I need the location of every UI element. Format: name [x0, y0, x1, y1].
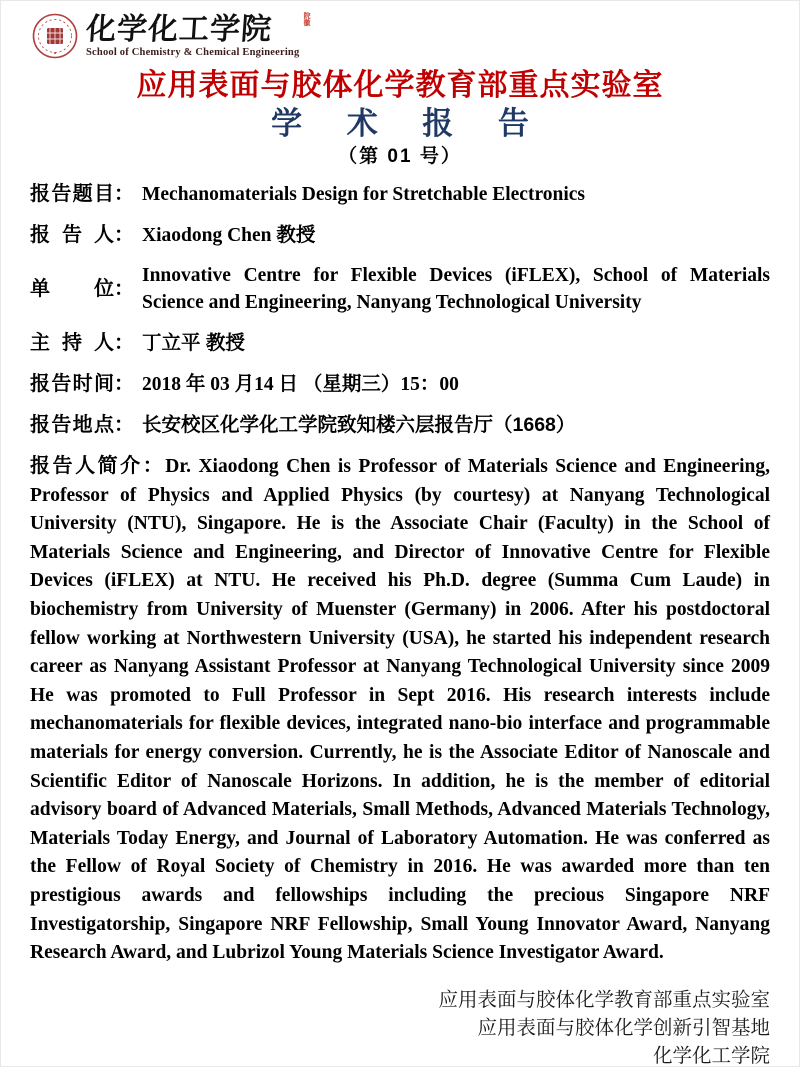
report-title: 学 术 报 告 [271, 106, 547, 141]
field-row-title [30, 180, 770, 208]
field-row-speaker [30, 221, 770, 249]
label-colon: ： [114, 278, 134, 300]
field-label-text: 主持人 [30, 332, 114, 354]
field-label-location [30, 411, 134, 439]
label-colon: ： [114, 414, 134, 436]
college-name-block [84, 12, 311, 58]
field-label-title [30, 180, 134, 208]
field-label-text: 报告时间 [30, 373, 114, 395]
label-colon: ： [114, 183, 134, 205]
logo-seal-mark: 院徽 [303, 12, 311, 27]
field-label-text: 报告题目 [30, 183, 114, 205]
field-label-text: 报告人 [30, 224, 114, 246]
lab-title: 应用表面与胶体化学教育部重点实验室 [136, 69, 664, 102]
field-row-affiliation [30, 262, 770, 316]
college-name-zh: 化学化工学院 [84, 12, 274, 46]
label-colon: ： [114, 224, 134, 246]
field-value-host: 丁立平 教授 [142, 331, 245, 354]
bio-text: Dr. Xiaodong Chen is Professor of Materials Science and Engineering, Professor of Physics and Applied Physics (by courtesy) at Nanyang Technological University (NTU), Singapore. He is the Associate Chair (Faculty) in the School of Materials Science and Engineering, and Director of Innovative Centre for Flexible Devices (iFLEX) at NTU. He received his Ph.D. degree (Summa Cum Laude) in biochemistry from University of Muenster (Germany) in 2006. After his postdoctoral fellow working at Northwestern University (USA), he started his independent research career as Nanyang Assistant Professor at Nanyang Technological University since 2009 He was promoted to Full Professor in Sept 2016. His research interests include mechanomaterials for flexible devices, integrated nano-bio interface and programmable materials for energy conversion. Currently, he is the Associate Editor of Nanoscale and Scientific Editor of Nanoscale Horizons. In addition, he is the member of editorial advisory board of Advanced Materials, Small Methods, Advanced Materials Technology, Materials Today Energy, and Journal of Laboratory Automation. He was conferred as the Fellow of Royal Society of Chemistry in 2016. He was awarded more than ten prestigious awards and fellowships including the precious Singapore NRF Investigatorship, Singapore NRF Fellowship, Small Young Innovator Award, Nanyang Research Award, and Lubrizol Young Materials Science Investigator Award. [30, 456, 770, 964]
college-logo [32, 8, 770, 64]
field-label-text: 单位 [30, 278, 114, 300]
field-value-speaker: Xiaodong Chen 教授 [142, 224, 316, 246]
field-label-time [30, 370, 134, 398]
college-name-en: School of Chemistry & Chemical Engineering [86, 46, 300, 58]
field-label-host [30, 329, 134, 357]
bio-label: 报告人简介 [30, 455, 143, 477]
college-seal-icon [32, 13, 78, 59]
footer-line-lab: 应用表面与胶体化学教育部重点实验室 [438, 990, 770, 1012]
field-label-speaker [30, 221, 134, 249]
field-value-location: 长安校区化学化工学院致知楼六层报告厅（1668） [142, 413, 576, 436]
report-fields [30, 180, 770, 439]
footer-line-base: 应用表面与胶体化学创新引智基地 [477, 1018, 770, 1040]
speaker-bio-paragraph [30, 452, 770, 968]
field-row-location [30, 411, 770, 439]
field-value-affiliation: Innovative Centre for Flexible Devices (iFLEX), School of Materials Science and Engineering, Nanyang Technological University [142, 265, 770, 313]
bio-label-colon: ： [142, 455, 166, 477]
label-colon: ： [114, 332, 134, 354]
field-value-time: 2018 年 03 月14 日 （星期三）15：00 [142, 373, 459, 395]
field-row-time [30, 370, 770, 398]
footer-signature-block [30, 987, 770, 1071]
label-colon: ： [114, 373, 134, 395]
field-row-host [30, 329, 770, 357]
field-label-affiliation [30, 275, 134, 303]
footer-line-college: 化学化工学院 [652, 1046, 770, 1068]
issue-number: （第 01 号） [338, 146, 462, 167]
field-label-text: 报告地点 [30, 414, 114, 436]
field-value-title: Mechanomaterials Design for Stretchable Electronics [142, 183, 586, 205]
